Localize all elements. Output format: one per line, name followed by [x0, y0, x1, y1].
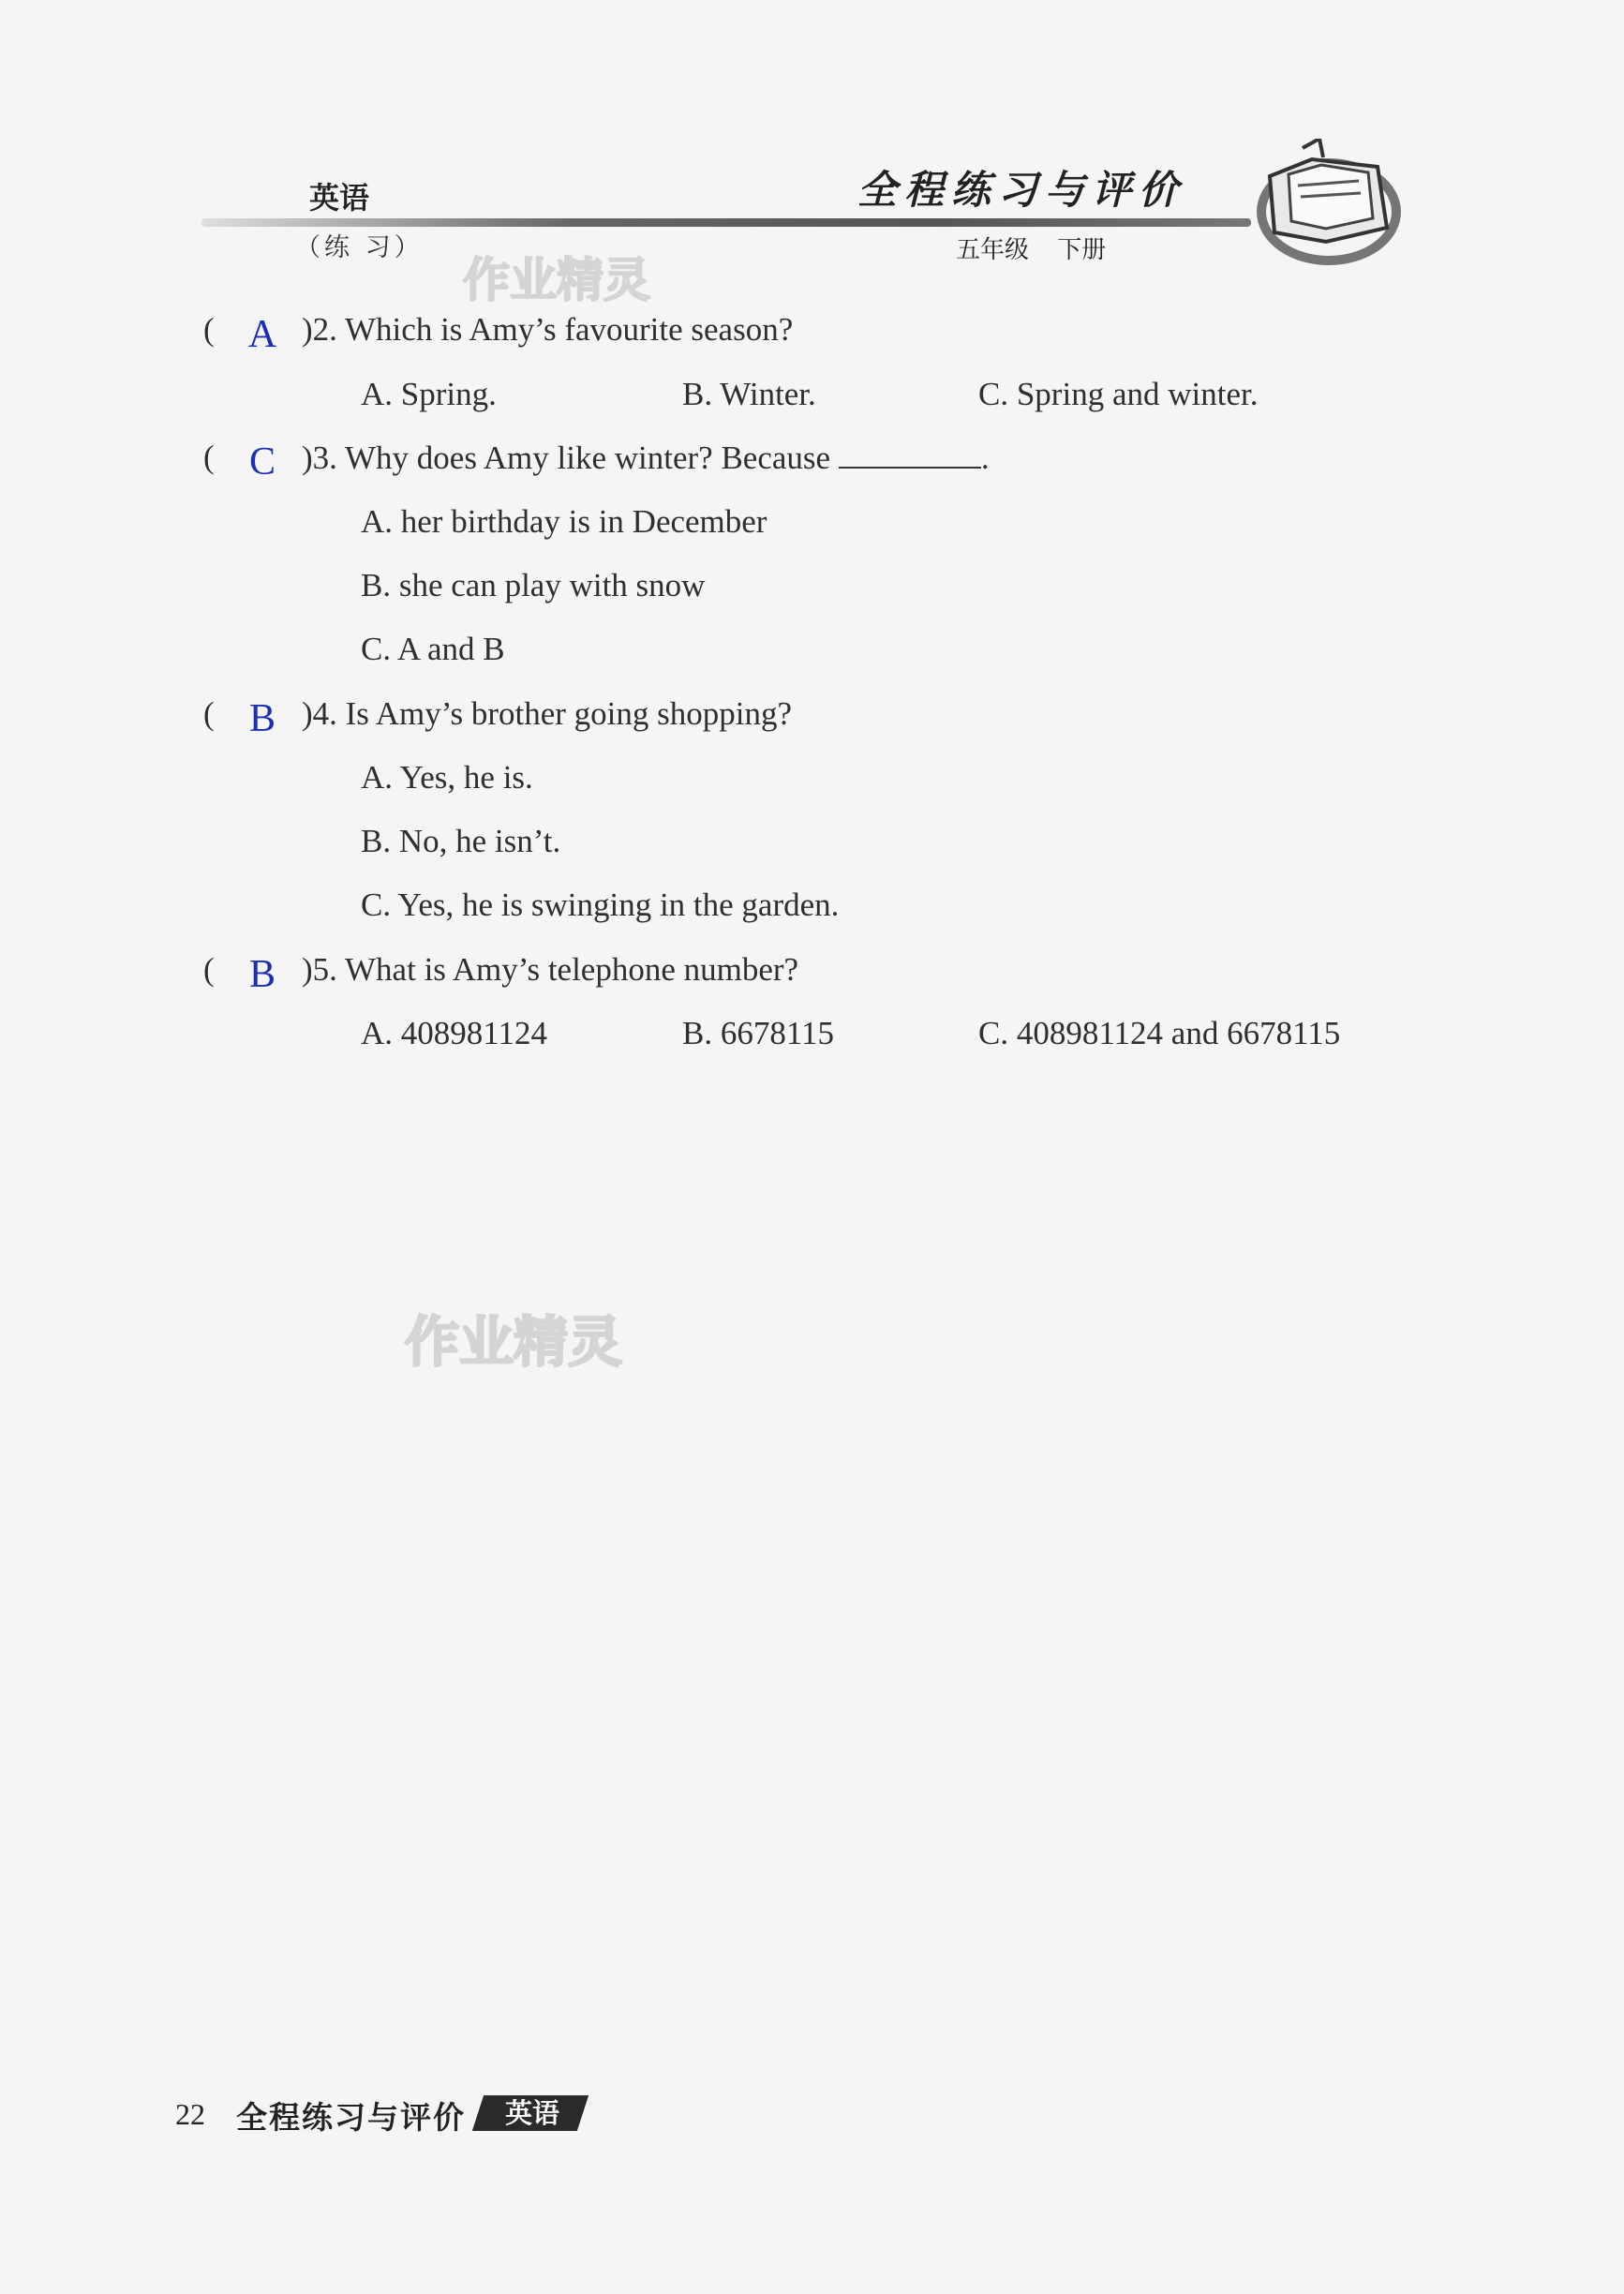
answer-q4: B: [248, 697, 276, 740]
header-subject: 英语: [309, 180, 370, 216]
q5-option-a: A. 408981124: [361, 1015, 547, 1051]
watermark-middle: [401, 1303, 663, 1379]
watermark-top: [459, 246, 675, 311]
q2-option-a: A. Spring.: [361, 376, 497, 412]
answer-q3: C: [248, 440, 276, 484]
q5-option-c: C. 408981124 and 6678115: [978, 1015, 1341, 1051]
header-grade: 五年级 下册: [956, 236, 1107, 264]
q5-option-b: B. 6678115: [682, 1015, 835, 1051]
question-3-stem: [302, 439, 990, 477]
header-subtitle: （练 习）: [295, 233, 424, 262]
q3-option-b: B. she can play with snow: [361, 567, 706, 603]
answer-paren: (: [203, 439, 215, 475]
q2-option-b: B. Winter.: [682, 376, 816, 412]
question-2-stem: )2. Which is Amy’s favourite season?: [302, 311, 794, 348]
question-3-text: )3. Why does Amy like winter? Because: [302, 439, 831, 476]
q2-option-c: C. Spring and winter.: [978, 376, 1259, 412]
answer-paren: (: [203, 311, 215, 348]
question-5-stem: )5. What is Amy’s telephone number?: [302, 951, 799, 988]
book-logo-icon: [1246, 139, 1406, 270]
question-3-end: .: [980, 439, 990, 476]
question-4-stem: )4. Is Amy’s brother going shopping?: [302, 695, 793, 732]
q3-option-a: A. her birthday is in December: [361, 503, 767, 540]
answer-q5: B: [248, 953, 276, 996]
answer-paren: (: [203, 695, 215, 732]
svg-text:作业精灵: 作业精灵: [405, 1310, 623, 1374]
footer-badge: 英语: [504, 2097, 559, 2129]
header-brand: 全程练习与评价: [857, 167, 1186, 213]
fill-in-blank: [839, 439, 981, 469]
page-number: 22: [175, 2097, 205, 2131]
answer-q2: A: [247, 313, 277, 356]
q3-option-c: C. A and B: [361, 631, 505, 667]
svg-text:作业精灵: 作业精灵: [463, 253, 650, 307]
q4-option-b: B. No, he isn’t.: [361, 823, 561, 859]
header-rule: [201, 218, 1251, 227]
q4-option-c: C. Yes, he is swinging in the garden.: [361, 886, 840, 923]
footer-brand: 全程练习与评价: [236, 2099, 466, 2136]
answer-paren: (: [203, 951, 215, 988]
q4-option-a: A. Yes, he is.: [361, 759, 533, 796]
